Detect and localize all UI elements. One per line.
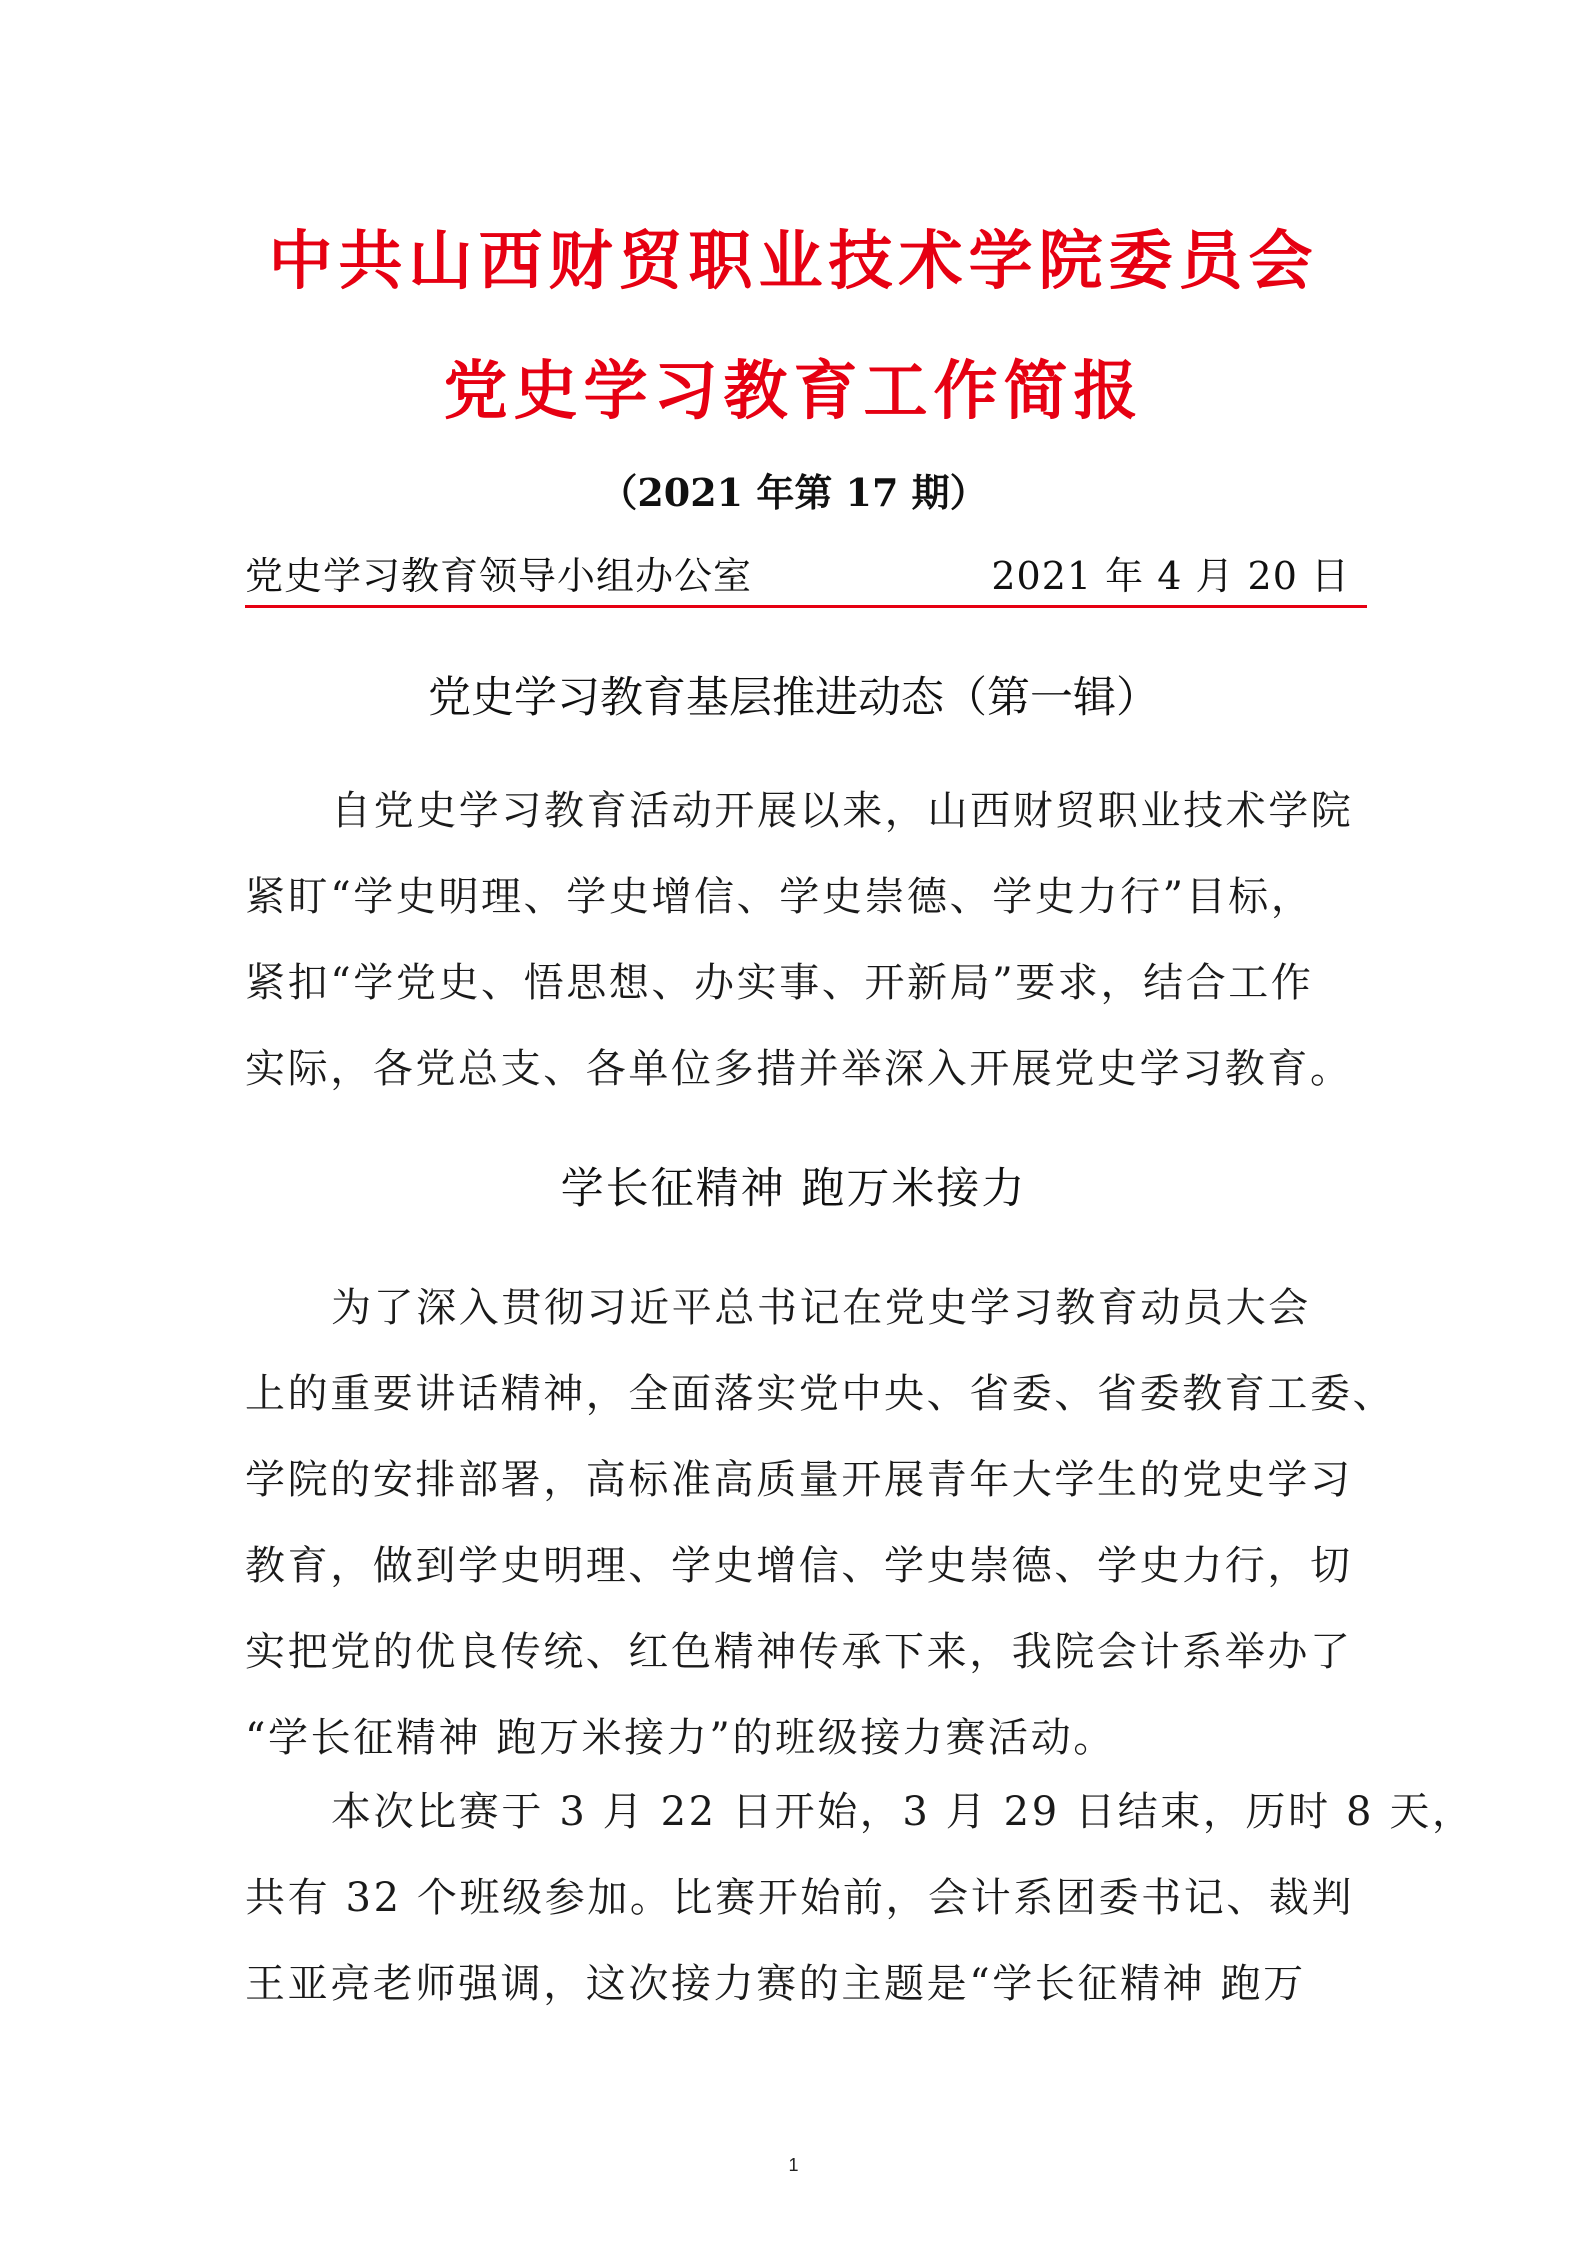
body-paragraph-2 bbox=[245, 1769, 1475, 2027]
article-subtitle: 党史学习教育基层推进动态（第一辑） bbox=[428, 673, 1159, 723]
text-line: 教育，做到学史明理、学史增信、学史崇德、学史力行，切 bbox=[245, 1543, 1353, 1589]
text-line: “学长征精神 跑万米接力”的班级接力赛活动。 bbox=[245, 1715, 1116, 1761]
text-line: 紧扣“学党史、悟思想、办实事、开新局”要求，结合工作 bbox=[245, 960, 1314, 1006]
masthead-title-line1: 中共山西财贸职业技术学院委员会 bbox=[268, 225, 1319, 299]
issue-date: 2021 年 4 月 20 日 bbox=[991, 554, 1350, 598]
masthead-title-line2: 党史学习教育工作简报 bbox=[443, 355, 1144, 429]
issuing-office: 党史学习教育领导小组办公室 bbox=[245, 554, 753, 598]
text-line: 学院的安排部署，高标准高质量开展青年大学生的党史学习 bbox=[245, 1457, 1353, 1503]
section-heading: 学长征精神 跑万米接力 bbox=[560, 1164, 1027, 1214]
text-line: 王亚亮老师强调，这次接力赛的主题是“学长征精神 跑万 bbox=[245, 1961, 1306, 2007]
page-number: 1 bbox=[788, 2155, 799, 2175]
intro-paragraph bbox=[245, 768, 1365, 1112]
text-line: 实际，各党总支、各单位多措并举深入开展党史学习教育。 bbox=[245, 1046, 1353, 1092]
issue-number: （2021 年第 17 期） bbox=[599, 470, 988, 515]
text-line: 为了深入贯彻习近平总书记在党史学习教育动员大会 bbox=[331, 1285, 1311, 1331]
text-line: 本次比赛于 3 月 22 日开始，3 月 29 日结束，历时 8 天， bbox=[331, 1789, 1475, 1835]
text-line: 共有 32 个班级参加。比赛开始前，会计系团委书记、裁判 bbox=[245, 1875, 1355, 1921]
text-line: 上的重要讲话精神，全面落实党中央、省委、省委教育工委、 bbox=[245, 1371, 1396, 1417]
text-line: 实把党的优良传统、红色精神传承下来，我院会计系举办了 bbox=[245, 1629, 1353, 1675]
text-line: 紧盯“学史明理、学史增信、学史崇德、学史力行”目标， bbox=[245, 874, 1314, 920]
text-line: 自党史学习教育活动开展以来，山西财贸职业技术学院 bbox=[331, 788, 1354, 834]
red-divider bbox=[245, 605, 1367, 608]
body-paragraph-1 bbox=[245, 1265, 1396, 1781]
